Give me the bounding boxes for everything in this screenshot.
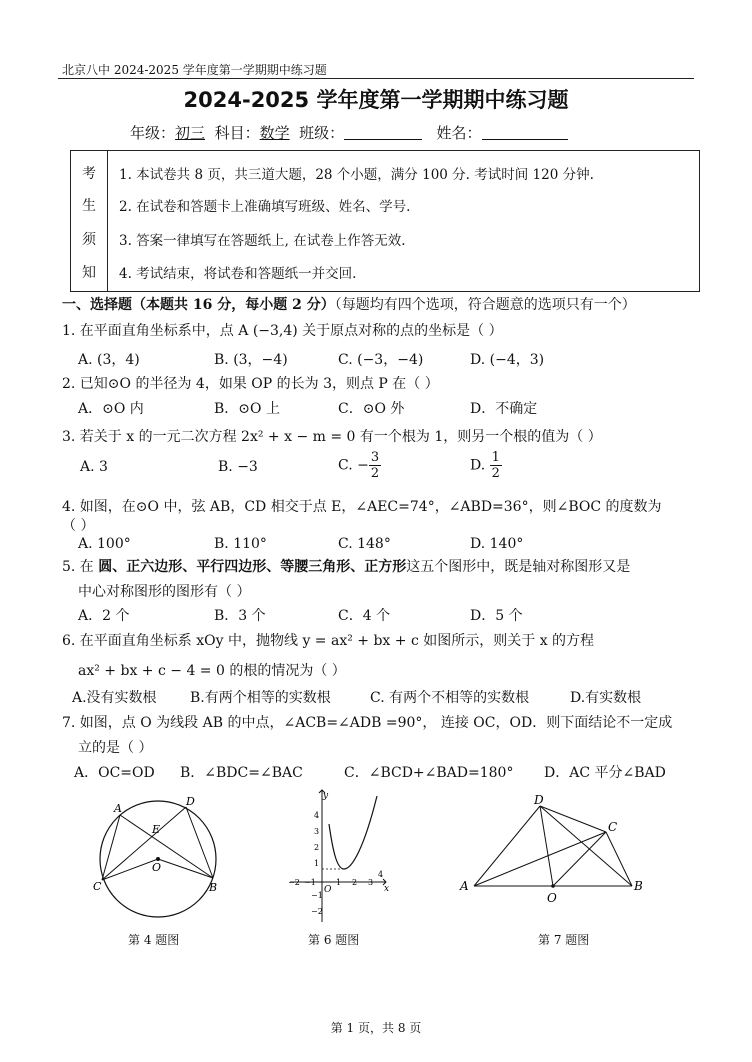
parabola-curve	[329, 796, 377, 869]
question-7-stem: 7. 如图，点 O 为线段 AB 的中点，∠ACB=∠ADB =90°， 连接 OC，OD．则下面结论不一定成	[62, 715, 673, 731]
fraction-numerator: 1	[491, 450, 500, 465]
segment-cb	[606, 832, 632, 886]
x-tick-label: 3	[368, 878, 374, 887]
label-a: A	[460, 879, 469, 893]
notice-side-char: 知	[82, 265, 96, 281]
figure-6-caption: 第 6 题图	[308, 933, 360, 947]
notice-line: 3. 答案一律填写在答题纸上, 在试卷上作答无效.	[119, 233, 406, 249]
q5-option-b[interactable]: B．3 个	[214, 608, 266, 624]
label-b: B	[209, 881, 218, 894]
label-a: A	[114, 802, 122, 815]
q2-option-b[interactable]: B．⊙O 上	[214, 401, 280, 417]
question-1-stem: 1. 在平面直角坐标系中，点 A (−3,4) 关于原点对称的点的坐标是（ ）	[62, 323, 503, 339]
segment-ob	[158, 859, 213, 878]
x-tick-label: −1	[304, 878, 316, 887]
q5-shapes-list: 圆、正六边形、平行四边形、等腰三角形、正方形	[98, 559, 407, 575]
q2-option-c[interactable]: C．⊙O 外	[338, 401, 405, 417]
segment-ad	[474, 806, 540, 886]
q3-option-c[interactable]	[338, 450, 381, 481]
q2-option-d[interactable]: D．不确定	[470, 401, 538, 417]
section-heading	[62, 294, 636, 314]
question-6-stem-cont: ax² + bx + c − 4 = 0 的根的情况为（ ）	[78, 663, 346, 679]
label-c: C	[93, 880, 102, 893]
label-d: D	[534, 793, 544, 807]
q1-option-a[interactable]: A. (3，4)	[78, 352, 140, 368]
q3-option-a[interactable]: A. 3	[80, 459, 108, 475]
x-tick-label: 4	[378, 870, 384, 879]
q6-option-b[interactable]: B.有两个相等的实数根	[190, 690, 331, 706]
segment-ac	[474, 832, 606, 886]
notice-line: 4. 考试结束，将试卷和答题纸一并交回.	[119, 266, 357, 282]
q6-option-c[interactable]: C. 有两个不相等的实数根	[370, 690, 530, 706]
notice-side-char: 生	[82, 198, 96, 214]
notice-line: 1. 本试卷共 8 页，共三道大题，28 个小题，满分 100 分. 考试时间 120 分钟.	[119, 167, 594, 183]
figure-7-caption: 第 7 题图	[538, 933, 590, 947]
segment-od	[540, 806, 553, 886]
q1-option-d[interactable]: D. (−4，3)	[470, 352, 545, 368]
q7-option-d[interactable]: D．AC 平分∠BAD	[544, 765, 666, 781]
y-tick-label: 2	[314, 843, 320, 852]
axis-label-x: x	[384, 884, 390, 894]
q6-option-a[interactable]: A.没有实数根	[72, 690, 157, 706]
segment-db	[540, 806, 632, 886]
class-label: 班级：	[299, 124, 345, 142]
q5-stem-prefix: 5. 在	[62, 559, 99, 575]
label-b: B	[634, 879, 643, 893]
question-4-stem: 4. 如图，在⊙O 中，弦 AB，CD 相交于点 E，∠AEC=74°，∠ABD=36°，则∠BOC 的度数为	[62, 499, 662, 515]
notice-side-char: 须	[82, 232, 96, 248]
q3-option-c-label: C. −	[338, 457, 369, 474]
x-tick-label: −2	[288, 878, 300, 887]
origin-label: O	[324, 885, 332, 895]
q7-option-a[interactable]: A．OC=OD	[74, 765, 155, 781]
label-o: O	[547, 891, 557, 905]
y-tick-label: −2	[311, 907, 323, 916]
grade-value: 初三	[175, 124, 206, 142]
q1-option-c[interactable]: C. (−3，−4)	[338, 352, 424, 368]
y-tick-label: −1	[311, 891, 323, 900]
fraction-denominator: 2	[370, 466, 380, 481]
label-c: C	[608, 820, 618, 834]
q4-option-c[interactable]: C. 148°	[338, 536, 391, 552]
section-note: （每题均有四个选项，符合题意的选项只有一个）	[334, 297, 636, 313]
figure-7-quadrilateral-diagram	[456, 792, 656, 910]
label-o: O	[152, 861, 162, 874]
chord-cd	[102, 807, 186, 880]
axis-label-y: y	[323, 791, 329, 801]
fraction-numerator: 3	[370, 450, 380, 465]
q4-option-b[interactable]: B. 110°	[214, 536, 267, 552]
q5-option-c[interactable]: C．4 个	[338, 608, 391, 624]
figure-4-circle-diagram	[90, 795, 230, 925]
x-tick-label: 1	[336, 878, 342, 887]
q4-option-a[interactable]: A. 100°	[78, 536, 131, 552]
page-title: 2024-2025 学年度第一学期期中练习题	[183, 88, 569, 112]
question-3-stem: 3. 若关于 x 的一元二次方程 2x² + x − m = 0 有一个根为 1，则另一个根的值为（ ）	[62, 429, 602, 445]
label-d: D	[186, 795, 195, 808]
q3-option-b[interactable]: B. −3	[218, 459, 258, 475]
notice-line: 2. 在试卷和答题卡上准确填写班级、姓名、学号.	[119, 199, 411, 215]
name-label: 姓名：	[436, 124, 482, 142]
section-title: 一、选择题（本题共 16 分，每小题 2 分）	[62, 297, 335, 313]
q1-option-b[interactable]: B. (3，−4)	[214, 352, 288, 368]
name-blank[interactable]	[482, 125, 568, 140]
notice-side-char: 考	[82, 166, 96, 182]
grade-label: 年级：	[130, 124, 176, 142]
q2-option-a[interactable]: A．⊙O 内	[78, 401, 144, 417]
q5-stem-suffix: 这五个图形中，既是轴对称图形又是	[406, 559, 631, 575]
y-tick-label: 4	[314, 811, 320, 820]
figure-6-parabola-graph	[284, 786, 394, 926]
fraction	[490, 450, 502, 481]
y-tick-label: 3	[314, 827, 320, 836]
q5-option-a[interactable]: A．2 个	[78, 608, 130, 624]
q7-option-b[interactable]: B．∠BDC=∠BAC	[180, 765, 303, 781]
y-tick-label: 1	[314, 859, 320, 868]
page-footer: 第 1 页，共 8 页	[330, 1021, 422, 1035]
label-e: E	[152, 823, 161, 836]
figure-4-caption: 第 4 题图	[128, 933, 180, 947]
segment-oc	[102, 859, 158, 880]
notice-side-label	[71, 151, 108, 291]
class-blank[interactable]	[344, 125, 422, 140]
q5-option-d[interactable]: D．5 个	[470, 608, 523, 624]
midpoint-o	[551, 884, 555, 888]
question-2-stem: 2. 已知⊙O 的半径为 4，如果 OP 的长为 3，则点 P 在（ ）	[62, 376, 439, 392]
q4-option-d[interactable]: D. 140°	[470, 536, 524, 552]
subject-label: 科目：	[214, 124, 260, 142]
header-rule	[58, 78, 694, 79]
question-5-stem	[62, 556, 630, 576]
fraction-denominator: 2	[491, 466, 500, 481]
question-5-stem-cont: 中心对称图形的图形有（ ）	[78, 584, 251, 600]
student-info-line	[130, 122, 568, 143]
running-header: 北京八中 2024-2025 学年度第一学期期中练习题	[62, 63, 327, 77]
question-6-stem: 6. 在平面直角坐标系 xOy 中，抛物线 y = ax² + bx + c 如图所示，则关于 x 的方程	[62, 633, 595, 649]
subject-value: 数学	[259, 124, 290, 142]
q3-option-d[interactable]	[470, 450, 502, 481]
q3-option-d-label: D.	[470, 457, 490, 474]
question-7-stem-cont: 立的是（ ）	[78, 740, 153, 756]
question-4-stem-cont: （ ）	[62, 518, 95, 534]
q6-option-d[interactable]: D.有实数根	[570, 690, 642, 706]
exam-notice-box	[70, 150, 700, 292]
q7-option-c[interactable]: C．∠BCD+∠BAD=180°	[344, 765, 514, 781]
fraction	[369, 450, 381, 481]
segment-dc	[540, 806, 606, 832]
x-tick-label: 2	[352, 878, 358, 887]
